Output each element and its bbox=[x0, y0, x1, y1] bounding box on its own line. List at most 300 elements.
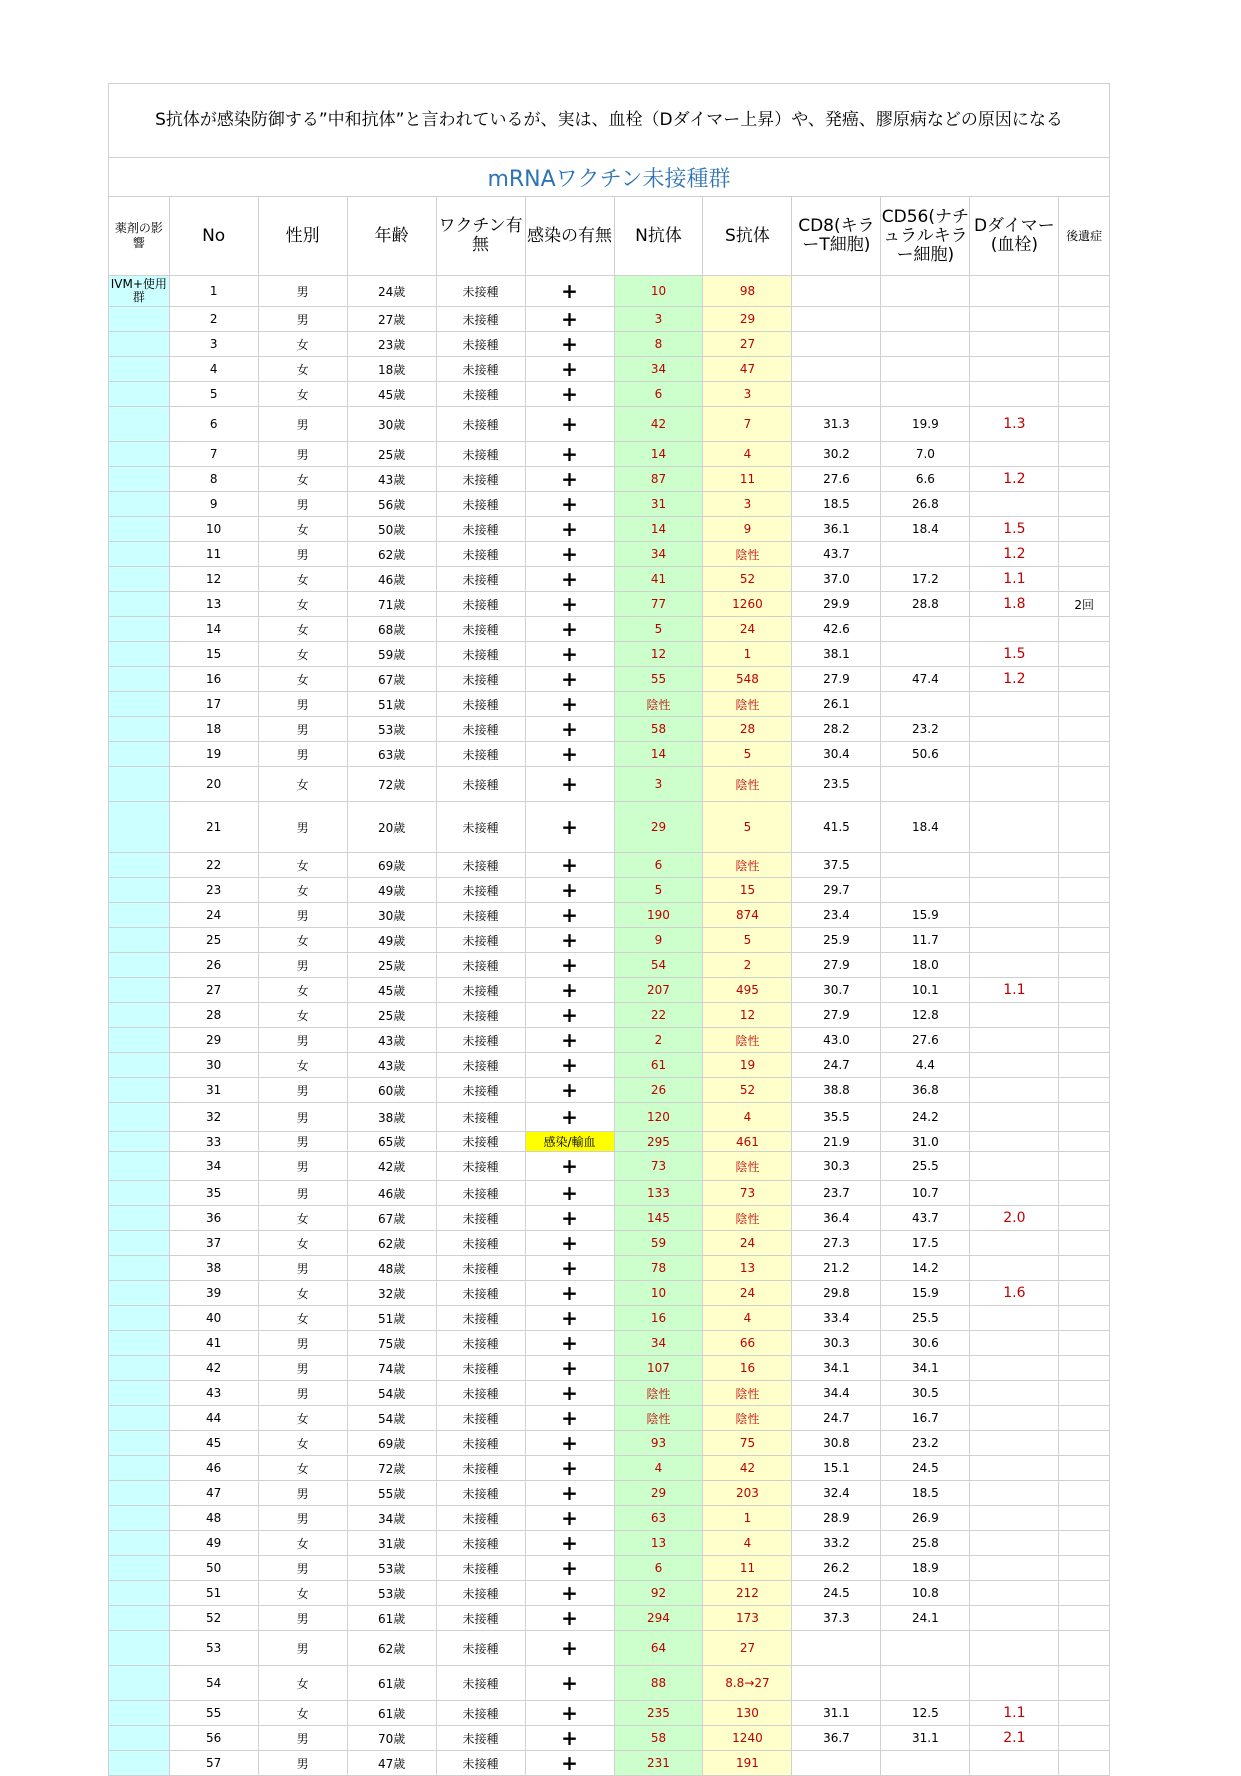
row-cd56: 4.4 bbox=[881, 1053, 970, 1078]
row-cd8: 27.9 bbox=[792, 1003, 881, 1028]
row-d-dimer bbox=[970, 382, 1059, 407]
row-group-cell bbox=[109, 542, 170, 567]
row-group-cell bbox=[109, 467, 170, 492]
row-sex: 男 bbox=[258, 307, 347, 332]
row-cd56: 28.8 bbox=[881, 592, 970, 617]
row-vaccine: 未接種 bbox=[436, 1556, 525, 1581]
row-n-antibody: 13 bbox=[614, 1531, 703, 1556]
row-n-antibody: 5 bbox=[614, 617, 703, 642]
row-sex: 男 bbox=[258, 1481, 347, 1506]
row-sequelae bbox=[1059, 692, 1110, 717]
row-s-antibody: 874 bbox=[703, 903, 792, 928]
header-cd56: CD56(ナチュラルキラー細胞) bbox=[881, 197, 970, 276]
row-d-dimer: 1.1 bbox=[970, 1701, 1059, 1726]
row-cd8: 36.1 bbox=[792, 517, 881, 542]
row-group-cell bbox=[109, 1281, 170, 1306]
row-sequelae bbox=[1059, 1331, 1110, 1356]
row-cd8: 29.7 bbox=[792, 878, 881, 903]
row-cd8: 30.3 bbox=[792, 1331, 881, 1356]
row-cd8: 43.0 bbox=[792, 1028, 881, 1053]
row-sex: 男 bbox=[258, 742, 347, 767]
row-cd8: 38.1 bbox=[792, 642, 881, 667]
row-cd8: 32.4 bbox=[792, 1481, 881, 1506]
row-n-antibody: 6 bbox=[614, 1556, 703, 1581]
row-s-antibody: 548 bbox=[703, 667, 792, 692]
row-cd8 bbox=[792, 276, 881, 307]
row-cd56: 11.7 bbox=[881, 928, 970, 953]
row-no: 30 bbox=[169, 1053, 258, 1078]
row-vaccine: 未接種 bbox=[436, 717, 525, 742]
row-group-cell bbox=[109, 1003, 170, 1028]
row-infection: + bbox=[525, 742, 614, 767]
row-sequelae bbox=[1059, 442, 1110, 467]
row-age: 60歳 bbox=[347, 1078, 436, 1103]
row-group-cell bbox=[109, 1078, 170, 1103]
table-row bbox=[109, 802, 1110, 853]
row-vaccine: 未接種 bbox=[436, 1256, 525, 1281]
row-sex: 女 bbox=[258, 1003, 347, 1028]
row-age: 63歳 bbox=[347, 742, 436, 767]
row-infection: + bbox=[525, 1606, 614, 1631]
row-sex: 男 bbox=[258, 1356, 347, 1381]
row-cd8: 38.8 bbox=[792, 1078, 881, 1103]
row-sex: 男 bbox=[258, 276, 347, 307]
row-n-antibody: 59 bbox=[614, 1231, 703, 1256]
row-vaccine: 未接種 bbox=[436, 1531, 525, 1556]
table-row bbox=[109, 617, 1110, 642]
row-n-antibody: 3 bbox=[614, 307, 703, 332]
row-sequelae bbox=[1059, 1152, 1110, 1181]
row-n-antibody: 64 bbox=[614, 1631, 703, 1666]
row-s-antibody: 9 bbox=[703, 517, 792, 542]
row-cd8: 25.9 bbox=[792, 928, 881, 953]
row-sex: 男 bbox=[258, 1132, 347, 1152]
row-age: 18歳 bbox=[347, 357, 436, 382]
row-vaccine: 未接種 bbox=[436, 928, 525, 953]
row-sex: 女 bbox=[258, 1053, 347, 1078]
row-vaccine: 未接種 bbox=[436, 853, 525, 878]
row-d-dimer bbox=[970, 1406, 1059, 1431]
row-d-dimer bbox=[970, 1181, 1059, 1206]
row-no: 4 bbox=[169, 357, 258, 382]
row-vaccine: 未接種 bbox=[436, 442, 525, 467]
row-cd8 bbox=[792, 1666, 881, 1701]
row-no: 28 bbox=[169, 1003, 258, 1028]
row-age: 53歳 bbox=[347, 1581, 436, 1606]
row-cd8: 37.3 bbox=[792, 1606, 881, 1631]
row-n-antibody: 22 bbox=[614, 1003, 703, 1028]
row-no: 12 bbox=[169, 567, 258, 592]
row-age: 31歳 bbox=[347, 1531, 436, 1556]
row-no: 35 bbox=[169, 1181, 258, 1206]
row-n-antibody: 87 bbox=[614, 467, 703, 492]
row-sex: 女 bbox=[258, 1456, 347, 1481]
row-no: 55 bbox=[169, 1701, 258, 1726]
row-sex: 女 bbox=[258, 382, 347, 407]
row-no: 46 bbox=[169, 1456, 258, 1481]
table-row bbox=[109, 1506, 1110, 1531]
row-cd56 bbox=[881, 1666, 970, 1701]
row-sex: 女 bbox=[258, 878, 347, 903]
row-infection: + bbox=[525, 667, 614, 692]
row-sequelae bbox=[1059, 1281, 1110, 1306]
row-infection: + bbox=[525, 1256, 614, 1281]
row-s-antibody: 24 bbox=[703, 1281, 792, 1306]
row-d-dimer: 1.5 bbox=[970, 642, 1059, 667]
row-s-antibody: 19 bbox=[703, 1053, 792, 1078]
row-sequelae bbox=[1059, 1701, 1110, 1726]
row-d-dimer: 1.1 bbox=[970, 567, 1059, 592]
row-group-cell bbox=[109, 567, 170, 592]
row-vaccine: 未接種 bbox=[436, 1003, 525, 1028]
row-vaccine: 未接種 bbox=[436, 1726, 525, 1751]
row-n-antibody: 73 bbox=[614, 1152, 703, 1181]
row-group-cell bbox=[109, 717, 170, 742]
row-s-antibody: 7 bbox=[703, 407, 792, 442]
row-sex: 女 bbox=[258, 978, 347, 1003]
row-cd56: 25.5 bbox=[881, 1306, 970, 1331]
row-cd8: 30.8 bbox=[792, 1431, 881, 1456]
table-row bbox=[109, 1666, 1110, 1701]
table-row bbox=[109, 276, 1110, 307]
row-sex: 男 bbox=[258, 802, 347, 853]
row-infection: + bbox=[525, 307, 614, 332]
row-age: 20歳 bbox=[347, 802, 436, 853]
row-vaccine: 未接種 bbox=[436, 1181, 525, 1206]
row-group-cell bbox=[109, 1726, 170, 1751]
row-sequelae bbox=[1059, 1003, 1110, 1028]
row-d-dimer bbox=[970, 1456, 1059, 1481]
row-n-antibody: 9 bbox=[614, 928, 703, 953]
row-age: 43歳 bbox=[347, 1028, 436, 1053]
header-vaccine: ワクチン有無 bbox=[436, 197, 525, 276]
row-group-cell bbox=[109, 692, 170, 717]
row-d-dimer bbox=[970, 903, 1059, 928]
row-group-cell bbox=[109, 307, 170, 332]
row-vaccine: 未接種 bbox=[436, 1028, 525, 1053]
row-no: 40 bbox=[169, 1306, 258, 1331]
row-d-dimer bbox=[970, 1631, 1059, 1666]
row-infection: + bbox=[525, 1431, 614, 1456]
row-d-dimer bbox=[970, 276, 1059, 307]
table-row bbox=[109, 1381, 1110, 1406]
row-group-cell bbox=[109, 442, 170, 467]
row-cd56: 43.7 bbox=[881, 1206, 970, 1231]
row-s-antibody: 42 bbox=[703, 1456, 792, 1481]
row-vaccine: 未接種 bbox=[436, 1306, 525, 1331]
header-d-dimer: Dダイマー(血栓) bbox=[970, 197, 1059, 276]
row-no: 42 bbox=[169, 1356, 258, 1381]
row-group-cell bbox=[109, 1181, 170, 1206]
row-sex: 女 bbox=[258, 1666, 347, 1701]
row-infection: + bbox=[525, 382, 614, 407]
row-sequelae bbox=[1059, 1631, 1110, 1666]
header-row bbox=[109, 197, 1110, 276]
row-no: 5 bbox=[169, 382, 258, 407]
row-cd56: 36.8 bbox=[881, 1078, 970, 1103]
row-sequelae bbox=[1059, 1481, 1110, 1506]
row-cd56: 10.7 bbox=[881, 1181, 970, 1206]
table-row bbox=[109, 1132, 1110, 1152]
row-infection: + bbox=[525, 1506, 614, 1531]
row-group-cell bbox=[109, 517, 170, 542]
row-sequelae bbox=[1059, 276, 1110, 307]
row-age: 67歳 bbox=[347, 1206, 436, 1231]
row-group-cell bbox=[109, 1132, 170, 1152]
row-sequelae bbox=[1059, 1506, 1110, 1531]
data-table bbox=[108, 83, 1110, 1776]
row-vaccine: 未接種 bbox=[436, 802, 525, 853]
page-title: S抗体が感染防御する”中和抗体”と言われているが、実は、血栓（Dダイマー上昇）や、発癌、膠原病などの原因になる bbox=[109, 84, 1110, 158]
row-vaccine: 未接種 bbox=[436, 1431, 525, 1456]
row-age: 46歳 bbox=[347, 567, 436, 592]
row-sex: 男 bbox=[258, 1152, 347, 1181]
row-cd8: 33.2 bbox=[792, 1531, 881, 1556]
table-row bbox=[109, 1152, 1110, 1181]
row-n-antibody: 陰性 bbox=[614, 1381, 703, 1406]
row-infection: + bbox=[525, 903, 614, 928]
row-n-antibody: 295 bbox=[614, 1132, 703, 1152]
table-row bbox=[109, 1306, 1110, 1331]
row-cd8: 29.8 bbox=[792, 1281, 881, 1306]
row-infection: + bbox=[525, 617, 614, 642]
row-infection: + bbox=[525, 1481, 614, 1506]
row-d-dimer bbox=[970, 1053, 1059, 1078]
row-vaccine: 未接種 bbox=[436, 1381, 525, 1406]
row-vaccine: 未接種 bbox=[436, 878, 525, 903]
row-sex: 女 bbox=[258, 1581, 347, 1606]
row-d-dimer bbox=[970, 1481, 1059, 1506]
row-sequelae bbox=[1059, 1356, 1110, 1381]
row-vaccine: 未接種 bbox=[436, 1406, 525, 1431]
row-cd56 bbox=[881, 357, 970, 382]
row-no: 9 bbox=[169, 492, 258, 517]
row-n-antibody: 4 bbox=[614, 1456, 703, 1481]
row-sex: 女 bbox=[258, 567, 347, 592]
row-vaccine: 未接種 bbox=[436, 1053, 525, 1078]
row-vaccine: 未接種 bbox=[436, 767, 525, 802]
row-no: 19 bbox=[169, 742, 258, 767]
row-cd56: 47.4 bbox=[881, 667, 970, 692]
row-sequelae bbox=[1059, 1726, 1110, 1751]
row-sex: 男 bbox=[258, 1181, 347, 1206]
table-row bbox=[109, 332, 1110, 357]
row-group-cell bbox=[109, 953, 170, 978]
row-sequelae bbox=[1059, 1306, 1110, 1331]
row-no: 39 bbox=[169, 1281, 258, 1306]
row-infection: + bbox=[525, 1356, 614, 1381]
row-d-dimer bbox=[970, 1381, 1059, 1406]
row-s-antibody: 11 bbox=[703, 1556, 792, 1581]
row-no: 51 bbox=[169, 1581, 258, 1606]
row-d-dimer bbox=[970, 1078, 1059, 1103]
row-sex: 男 bbox=[258, 953, 347, 978]
row-no: 20 bbox=[169, 767, 258, 802]
row-no: 34 bbox=[169, 1152, 258, 1181]
row-s-antibody: 52 bbox=[703, 567, 792, 592]
row-s-antibody: 73 bbox=[703, 1181, 792, 1206]
row-vaccine: 未接種 bbox=[436, 492, 525, 517]
row-s-antibody: 495 bbox=[703, 978, 792, 1003]
row-no: 18 bbox=[169, 717, 258, 742]
table-row bbox=[109, 1631, 1110, 1666]
row-cd56 bbox=[881, 617, 970, 642]
row-s-antibody: 24 bbox=[703, 617, 792, 642]
row-group-cell bbox=[109, 1701, 170, 1726]
row-no: 44 bbox=[169, 1406, 258, 1431]
row-d-dimer bbox=[970, 1556, 1059, 1581]
row-vaccine: 未接種 bbox=[436, 332, 525, 357]
header-s-antibody: S抗体 bbox=[703, 197, 792, 276]
row-n-antibody: 34 bbox=[614, 357, 703, 382]
row-sex: 女 bbox=[258, 1406, 347, 1431]
row-s-antibody: 8.8→27 bbox=[703, 1666, 792, 1701]
row-no: 48 bbox=[169, 1506, 258, 1531]
row-age: 74歳 bbox=[347, 1356, 436, 1381]
row-age: 61歳 bbox=[347, 1606, 436, 1631]
row-cd56: 26.9 bbox=[881, 1506, 970, 1531]
row-vaccine: 未接種 bbox=[436, 1206, 525, 1231]
row-cd8: 42.6 bbox=[792, 617, 881, 642]
row-d-dimer bbox=[970, 953, 1059, 978]
row-s-antibody: 98 bbox=[703, 276, 792, 307]
row-age: 72歳 bbox=[347, 1456, 436, 1481]
row-vaccine: 未接種 bbox=[436, 1666, 525, 1701]
row-group-cell bbox=[109, 978, 170, 1003]
row-n-antibody: 145 bbox=[614, 1206, 703, 1231]
row-n-antibody: 42 bbox=[614, 407, 703, 442]
row-cd56: 27.6 bbox=[881, 1028, 970, 1053]
row-no: 52 bbox=[169, 1606, 258, 1631]
row-cd8: 35.5 bbox=[792, 1103, 881, 1132]
row-d-dimer bbox=[970, 742, 1059, 767]
row-no: 27 bbox=[169, 978, 258, 1003]
row-s-antibody: 461 bbox=[703, 1132, 792, 1152]
row-cd56: 50.6 bbox=[881, 742, 970, 767]
row-s-antibody: 12 bbox=[703, 1003, 792, 1028]
row-no: 33 bbox=[169, 1132, 258, 1152]
row-age: 53歳 bbox=[347, 717, 436, 742]
row-infection: + bbox=[525, 567, 614, 592]
row-infection: + bbox=[525, 878, 614, 903]
row-sequelae bbox=[1059, 492, 1110, 517]
row-d-dimer bbox=[970, 692, 1059, 717]
row-group-cell bbox=[109, 1666, 170, 1701]
row-group-cell bbox=[109, 928, 170, 953]
row-d-dimer bbox=[970, 492, 1059, 517]
row-s-antibody: 28 bbox=[703, 717, 792, 742]
row-age: 69歳 bbox=[347, 1431, 436, 1456]
row-cd8 bbox=[792, 307, 881, 332]
row-vaccine: 未接種 bbox=[436, 1356, 525, 1381]
row-no: 32 bbox=[169, 1103, 258, 1132]
row-age: 67歳 bbox=[347, 667, 436, 692]
row-infection: + bbox=[525, 978, 614, 1003]
table-row bbox=[109, 767, 1110, 802]
row-vaccine: 未接種 bbox=[436, 1481, 525, 1506]
row-infection: + bbox=[525, 407, 614, 442]
table-row bbox=[109, 978, 1110, 1003]
table-row bbox=[109, 1726, 1110, 1751]
row-n-antibody: 55 bbox=[614, 667, 703, 692]
row-group-cell bbox=[109, 878, 170, 903]
row-vaccine: 未接種 bbox=[436, 978, 525, 1003]
row-sex: 女 bbox=[258, 1701, 347, 1726]
row-cd56: 16.7 bbox=[881, 1406, 970, 1431]
row-n-antibody: 61 bbox=[614, 1053, 703, 1078]
row-no: 2 bbox=[169, 307, 258, 332]
row-sequelae bbox=[1059, 1556, 1110, 1581]
table-row bbox=[109, 1531, 1110, 1556]
row-sequelae bbox=[1059, 667, 1110, 692]
row-age: 62歳 bbox=[347, 1631, 436, 1666]
row-cd56: 25.8 bbox=[881, 1531, 970, 1556]
row-sequelae bbox=[1059, 642, 1110, 667]
row-sex: 男 bbox=[258, 1256, 347, 1281]
row-sequelae bbox=[1059, 567, 1110, 592]
row-infection: + bbox=[525, 1331, 614, 1356]
table-row bbox=[109, 667, 1110, 692]
row-group-cell bbox=[109, 1028, 170, 1053]
row-n-antibody: 6 bbox=[614, 382, 703, 407]
row-sex: 男 bbox=[258, 692, 347, 717]
row-d-dimer bbox=[970, 307, 1059, 332]
row-age: 70歳 bbox=[347, 1726, 436, 1751]
row-d-dimer bbox=[970, 1152, 1059, 1181]
row-age: 48歳 bbox=[347, 1256, 436, 1281]
row-sequelae bbox=[1059, 467, 1110, 492]
row-age: 34歳 bbox=[347, 1506, 436, 1531]
row-s-antibody: 11 bbox=[703, 467, 792, 492]
row-age: 49歳 bbox=[347, 878, 436, 903]
row-sex: 女 bbox=[258, 1306, 347, 1331]
row-sequelae bbox=[1059, 1078, 1110, 1103]
row-cd56: 30.5 bbox=[881, 1381, 970, 1406]
table-row bbox=[109, 307, 1110, 332]
row-n-antibody: 190 bbox=[614, 903, 703, 928]
row-no: 43 bbox=[169, 1381, 258, 1406]
row-age: 61歳 bbox=[347, 1666, 436, 1701]
row-sex: 女 bbox=[258, 617, 347, 642]
row-infection: + bbox=[525, 332, 614, 357]
row-n-antibody: 5 bbox=[614, 878, 703, 903]
row-n-antibody: 92 bbox=[614, 1581, 703, 1606]
row-cd56: 23.2 bbox=[881, 717, 970, 742]
table-row bbox=[109, 542, 1110, 567]
row-cd56: 7.0 bbox=[881, 442, 970, 467]
row-s-antibody: 27 bbox=[703, 1631, 792, 1666]
row-sex: 女 bbox=[258, 853, 347, 878]
row-s-antibody: 陰性 bbox=[703, 1406, 792, 1431]
table-row bbox=[109, 1281, 1110, 1306]
row-d-dimer bbox=[970, 802, 1059, 853]
row-no: 10 bbox=[169, 517, 258, 542]
row-s-antibody: 13 bbox=[703, 1256, 792, 1281]
row-cd8 bbox=[792, 1751, 881, 1776]
row-group-cell bbox=[109, 1381, 170, 1406]
row-s-antibody: 5 bbox=[703, 802, 792, 853]
row-group-cell bbox=[109, 1431, 170, 1456]
row-s-antibody: 陰性 bbox=[703, 1206, 792, 1231]
row-cd56: 10.8 bbox=[881, 1581, 970, 1606]
row-sex: 女 bbox=[258, 467, 347, 492]
row-age: 71歳 bbox=[347, 592, 436, 617]
row-s-antibody: 75 bbox=[703, 1431, 792, 1456]
row-infection: + bbox=[525, 1406, 614, 1431]
row-cd56: 18.9 bbox=[881, 1556, 970, 1581]
row-cd56: 18.5 bbox=[881, 1481, 970, 1506]
row-sequelae bbox=[1059, 1381, 1110, 1406]
